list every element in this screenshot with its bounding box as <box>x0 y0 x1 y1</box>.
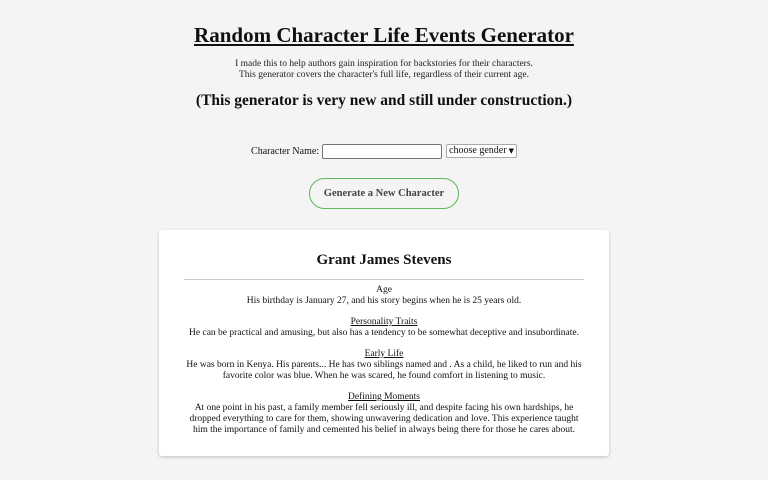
generate-character-button[interactable]: Generate a New Character <box>309 178 459 209</box>
intro-text <box>0 59 768 81</box>
character-card <box>159 230 609 456</box>
section-title-personality: Personality Traits <box>350 317 418 327</box>
section-text-age: His birthday is January 27, and his story begins when he is 25 years old. <box>246 296 522 306</box>
section-text-early-life: He was born in Kenya. His parents... He has two siblings named and . As a child, he liked to run and his favorite color was blue. When he was scared, he found comfort in listening to music. <box>186 360 582 381</box>
divider <box>184 279 584 280</box>
chevron-down-icon: ▼ <box>508 147 514 155</box>
page-title: Random Character Life Events Generator <box>194 23 574 47</box>
section-title-age: Age <box>376 285 392 295</box>
section-title-early-life: Early Life <box>364 349 404 359</box>
construction-notice: (This generator is very new and still under construction.) <box>195 92 573 109</box>
section-personality <box>184 317 584 339</box>
character-name-input[interactable] <box>322 144 442 159</box>
page <box>0 0 768 209</box>
section-early-life <box>184 349 584 382</box>
section-defining-moments <box>184 392 584 436</box>
section-text-personality: He can be practical and amusing, but also has a tendency to be somewhat deceptive and insubordinate. <box>189 328 579 338</box>
section-text-defining-moments: At one point in his past, a family member fell seriously ill, and despite facing his own hardships, he dropped everything to care for them, showing unwavering dedication and love. This experience taught him the importance of family and cemented his belief in always being there for those he cares about. <box>189 403 579 435</box>
character-name-label: Character Name: <box>251 145 320 157</box>
character-form <box>0 142 768 160</box>
section-age <box>184 285 584 307</box>
character-name: Grant James Stevens <box>316 252 452 268</box>
gender-select-value: choose gender <box>449 145 507 156</box>
section-title-defining-moments: Defining Moments <box>347 392 421 402</box>
intro-line-1: I made this to help authors gain inspiration for backstories for their characters. <box>235 59 533 69</box>
intro-line-2: This generator covers the character's full life, regardless of their current age. <box>238 70 529 80</box>
gender-select[interactable] <box>446 144 517 158</box>
